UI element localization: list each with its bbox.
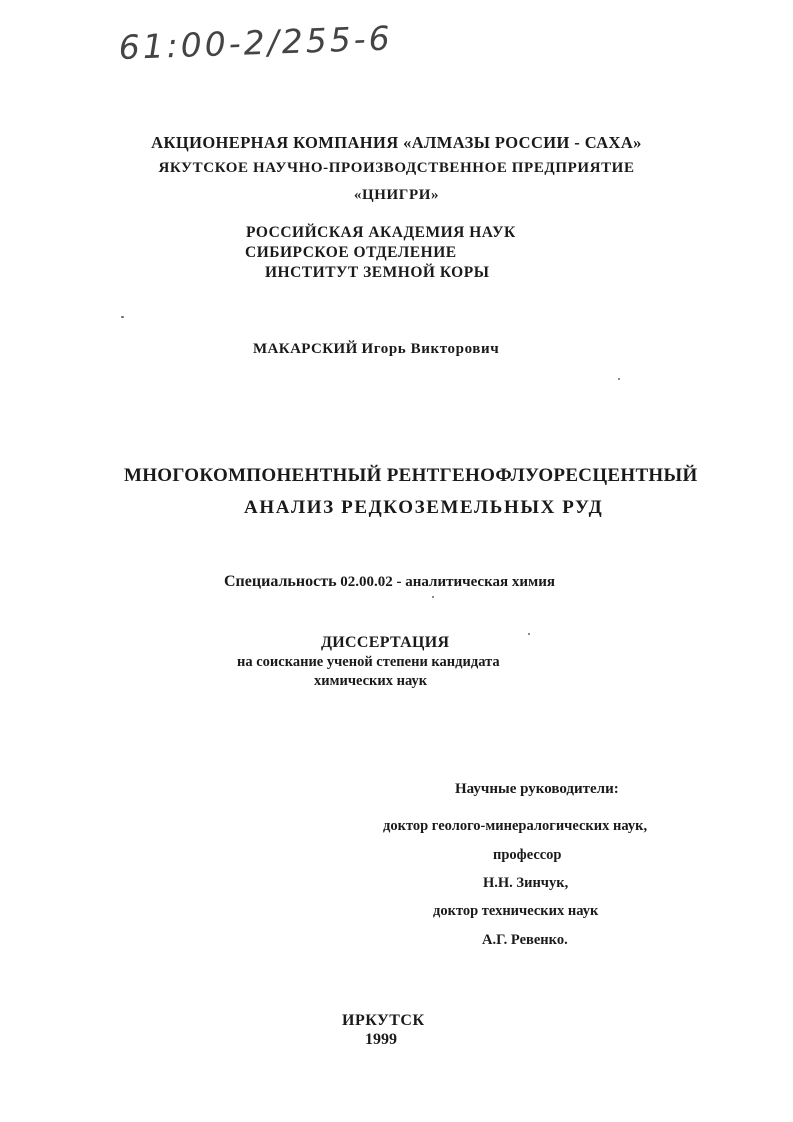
supervisor-2-name: А.Г. Ревенко. xyxy=(482,932,568,948)
author-given-names: Игорь Викторович xyxy=(361,341,500,357)
dissertation-degree: на соискание ученой степени кандидата xyxy=(237,654,500,670)
supervisor-1-name: Н.Н. Зинчук, xyxy=(483,875,569,891)
dissertation-field: химических наук xyxy=(314,673,428,689)
scan-speck xyxy=(121,316,124,318)
specialty-name: - аналитическая химия xyxy=(396,574,555,590)
academy-branch: СИБИРСКОЕ ОТДЕЛЕНИЕ xyxy=(245,244,457,261)
supervisor-2-degree: доктор технических наук xyxy=(433,903,599,919)
dissertation-heading: ДИССЕРТАЦИЯ xyxy=(321,634,450,651)
enterprise-name: ЯКУТСКОЕ НАУЧНО-ПРОИЗВОДСТВЕННОЕ ПРЕДПРИЯТИЕ xyxy=(158,160,635,176)
academy-name: РОССИЙСКАЯ АКАДЕМИЯ НАУК xyxy=(246,224,516,241)
specialty-code: 02.00.02 xyxy=(340,574,393,590)
scan-speck xyxy=(528,633,530,635)
scan-speck xyxy=(432,596,434,598)
thesis-title-line-1: МНОГОКОМПОНЕНТНЫЙ РЕНТГЕНОФЛУОРЕСЦЕНТНЫЙ xyxy=(124,465,698,486)
archive-stamp: 61:00-2/255-6 xyxy=(118,18,394,67)
author-surname: МАКАРСКИЙ xyxy=(253,341,358,357)
scan-speck xyxy=(618,378,620,380)
company-name: АКЦИОНЕРНАЯ КОМПАНИЯ «АЛМАЗЫ РОССИИ - САХА» xyxy=(151,133,642,152)
year: 1999 xyxy=(365,1031,397,1048)
supervisors-heading: Научные руководители: xyxy=(455,781,619,797)
specialty-label: Специальность xyxy=(224,573,337,590)
specialty xyxy=(224,573,555,591)
city: ИРКУТСК xyxy=(342,1012,425,1029)
thesis-title-line-2: АНАЛИЗ РЕДКОЗЕМЕЛЬНЫХ РУД xyxy=(244,497,604,518)
author-name xyxy=(253,341,499,358)
supervisor-1-degree: доктор геолого-минералогических наук, xyxy=(383,818,648,834)
institute-name: ИНСТИТУТ ЗЕМНОЙ КОРЫ xyxy=(265,264,490,281)
supervisor-1-rank: профессор xyxy=(493,847,562,863)
enterprise-short-name: «ЦНИГРИ» xyxy=(353,187,440,203)
